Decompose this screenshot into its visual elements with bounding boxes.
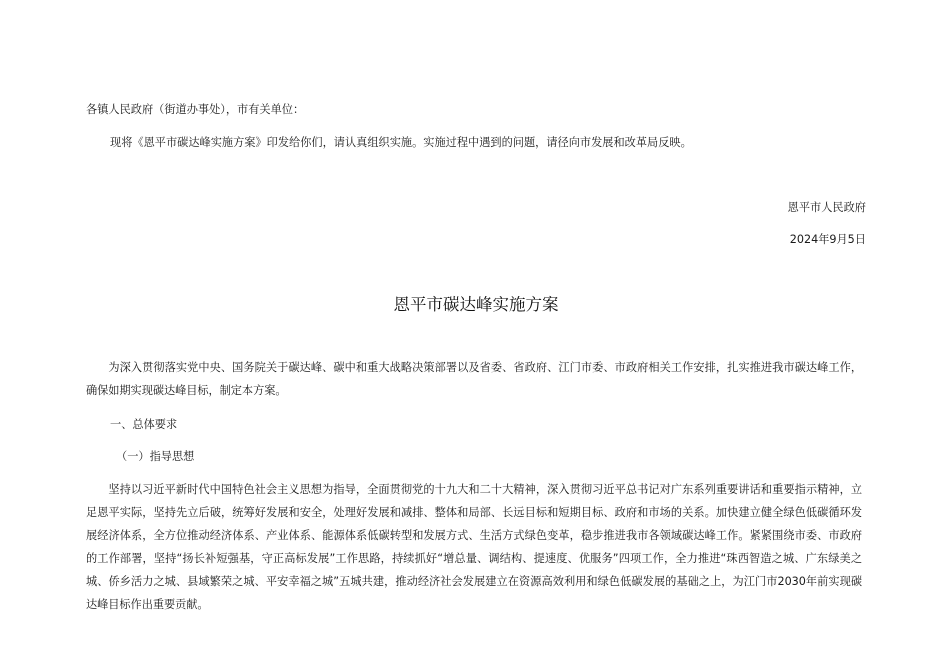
document-title: 恩平市碳达峰实施方案 (393, 295, 559, 314)
intro-paragraph: 现将《恩平市碳达峰实施方案》印发给你们，请认真组织实施。实施过程中遇到的问题，请径向市发展和改革局反映。 (110, 136, 692, 149)
opening-paragraph: 为深入贯彻落实党中央、国务院关于碳达峰、碳中和重大战略决策部署以及省委、省政府、江门市委、市政府相关工作安排，扎实推进我市碳达峰工作，确保如期实现碳达峰目标，制定本方案。 (86, 361, 862, 397)
signature-organization: 恩平市人民政府 (787, 201, 866, 214)
signature-date: 2024年9月5日 (789, 233, 866, 246)
subsection-heading: （一）指导思想 (116, 450, 195, 463)
section-heading: 一、总体要求 (110, 418, 178, 431)
guiding-ideology-paragraph: 坚持以习近平新时代中国特色社会主义思想为指导，全面贯彻党的十九大和二十大精神，深入贯彻习近平总书记对广东系列重要讲话和重要指示精神，立足恩平实际，坚持先立后破，统筹好发展和安全，处理好发展和减排、整体和局部、长远目标和短期目标、政府和市场的关系。加快建立健全绿色低碳循环发展经济体系，全方位推动经济体系、产业体系、能源体系低碳转型和发展方式、生活方式绿色变革，稳步推进我市各领域碳达峰工作。紧紧围绕市委、市政府的工作部署，坚持“扬长补短强基，守正高标发展”工作思路，持续抓好“增总量、调结构、提速度、优服务”四项工作，全力推进“珠西智造之城、广东绿美之城、侨乡活力之城、县域繁荣之城、平安幸福之城”五城共建，推动经济社会发展建立在资源高效利用和绿色低碳发展的基础之上，为江门市2030年前实现碳达峰目标作出重要贡献。 (86, 483, 862, 611)
salutation: 各镇人民政府（街道办事处），市有关单位： (86, 103, 305, 116)
